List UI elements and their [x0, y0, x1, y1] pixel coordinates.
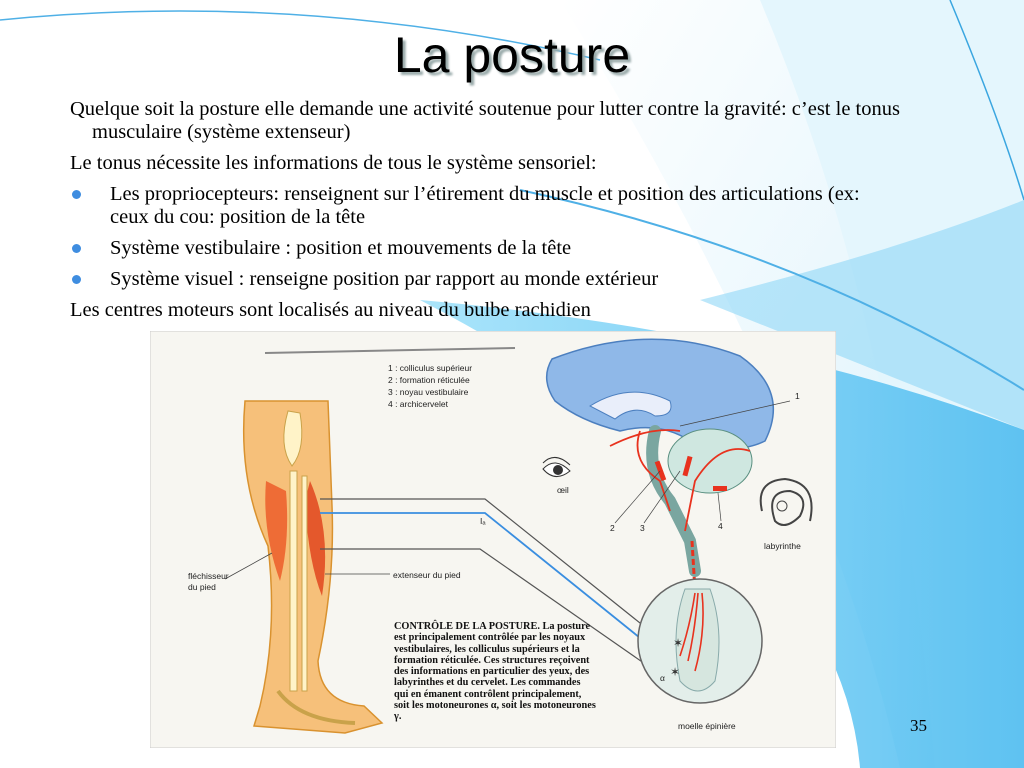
svg-text:✶: ✶ [673, 636, 684, 650]
ia-fiber-label: Iₐ [480, 516, 486, 526]
alpha-label: α [660, 673, 665, 683]
figure-caption [394, 621, 596, 723]
paragraph-motor-centers: Les centres moteurs sont localisés au niveau du bulbe rachidien [70, 299, 591, 321]
legend-item: 3 : noyau vestibulaire [388, 387, 469, 397]
bullet-dot-icon [72, 190, 81, 199]
paragraph-gravity: Quelque soit la posture elle demande une activité soutenue pour lutter contre la gravité: c’est le tonus musculaire (système extenseur) [70, 98, 900, 143]
label-number: 3 [640, 523, 645, 533]
legend-item: 4 : archicervelet [388, 399, 448, 409]
flexor-label-2: du pied [188, 582, 216, 592]
eye-label: œil [557, 485, 569, 495]
labyrinth-label: labyrinthe [764, 541, 801, 551]
bullet-dot-icon [72, 244, 81, 253]
bullet-item [70, 268, 900, 291]
label-number: 2 [610, 523, 615, 533]
label-number: 4 [718, 521, 723, 531]
caption-title: CONTRÔLE DE LA POSTURE. [394, 621, 540, 632]
bullet-text: Système visuel : renseigne position par rapport au monde extérieur [110, 268, 659, 290]
slide-number: 35 [910, 716, 927, 735]
slide-body [70, 98, 900, 330]
paragraph-sensory: Le tonus nécessite les informations de tous le système sensoriel: [70, 152, 597, 174]
bullet-text: Système vestibulaire : position et mouvements de la tête [110, 237, 572, 259]
spinal-cord-illustration [638, 579, 762, 703]
spinal-cord-label: moelle épinière [678, 721, 736, 731]
legend-item: 2 : formation réticulée [388, 375, 470, 385]
bullet-text: Les propriocepteurs: renseignent sur l’étirement du muscle et position des articulations (ex: ceux du cou: position de la tête [110, 183, 860, 228]
svg-text:✶: ✶ [670, 665, 681, 679]
slide-title: La posture [393, 27, 631, 83]
bullet-item [70, 183, 900, 229]
label-number: 1 [795, 391, 800, 401]
bullet-dot-icon [72, 275, 81, 284]
flexor-label: fléchisseur [188, 571, 229, 581]
legend-item: 1 : colliculus supérieur [388, 363, 473, 373]
caption-text: La posture est principalement contrôlée par les noyaux vestibulaires, les colliculus supérieurs et la formation réticulée. Ces structures reçoivent des informations en particulier des yeux, des labyrinthes et du cervelet. Les commandes qui en émanent contrôlent principalement, soit les motoneurones α, soit les motoneurones γ. [394, 621, 596, 723]
extensor-label: extenseur du pied [393, 570, 461, 580]
bullet-item [70, 237, 900, 260]
